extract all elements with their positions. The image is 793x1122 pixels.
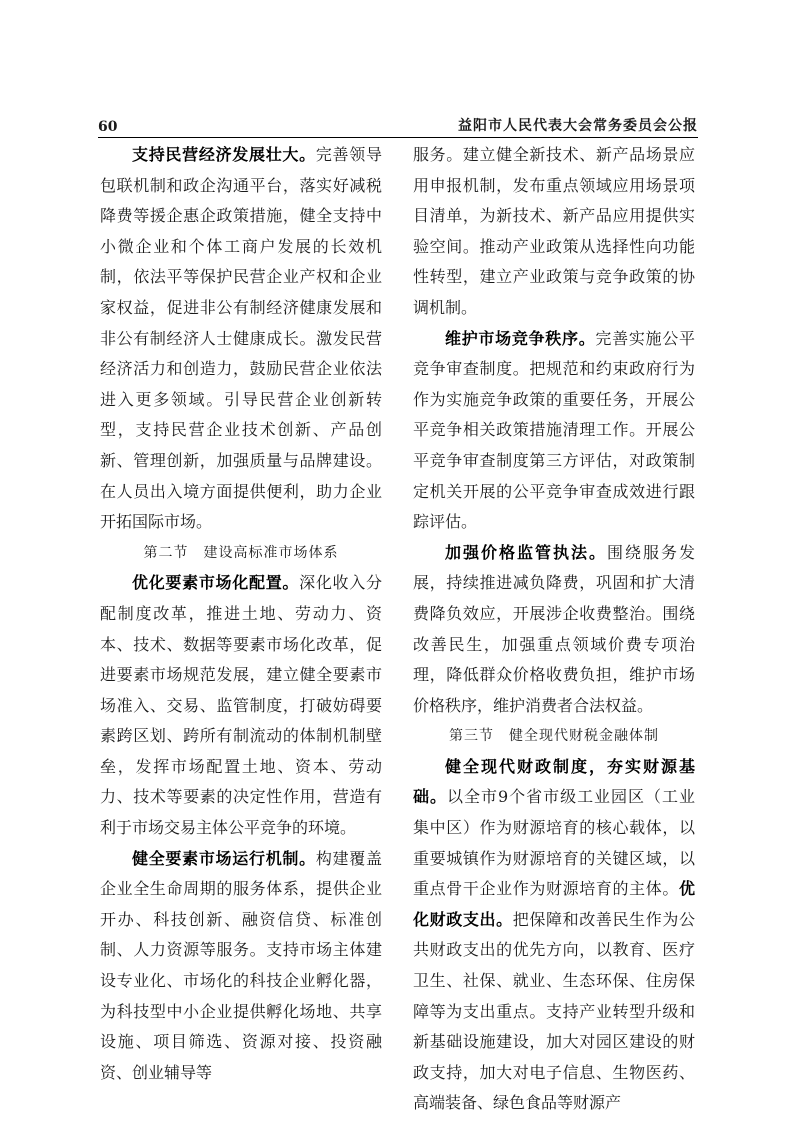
- paragraph-heading: 健全现代财政制度，夯实财源基础。: [413, 756, 695, 807]
- paragraph-heading: 健全要素市场运行机制。: [132, 848, 316, 868]
- paragraph-price-supervision: [413, 538, 695, 722]
- paragraph-subheading: 优化财政支出。: [413, 879, 695, 929]
- paragraph-continuation: [413, 140, 695, 324]
- paragraph-text: 服务。建立健全新技术、新产品场景应用申报机制，发布重点领域应用场景项目清单，为新技术、新产品应用提供实验空间。推动产业政策从选择性向功能性转型，建立产业政策与竞争政策的协调机制。: [413, 145, 695, 317]
- paragraph-private-economy: [100, 140, 382, 538]
- journal-title: 益阳市人民代表大会常务委员会公报: [458, 118, 698, 134]
- paragraph-text: 完善领导包联机制和政企沟通平台，落实好减税降费等援企惠企政策措施，健全支持中小微企业和个体工商户发展的长效机制，依法平等保护民营企业产权和企业家权益，促进非公有制经济健康发展和非公有制经济人士健康成长。激发民营经济活力和创造力，鼓励民营企业依法进入更多领域。引导民营企业创新转型，支持民营企业技术创新、产品创新、管理创新，加强质量与品牌建设。在人员出入境方面提供便利，助力企业开拓国际市场。: [100, 145, 382, 532]
- section-heading-2: 第二节 建设高标准市场体系: [143, 544, 339, 561]
- paragraph-text: 构建覆盖企业全生命周期的服务体系，提供企业开办、科技创新、融资信贷、标准创制、人力资源等服务。支持市场主体建设专业化、市场化的科技企业孵化器，为科技型中小企业提供孵化场地、共享设施、项目筛选、资源对接、投资融资、创业辅导等: [100, 848, 382, 1082]
- section-heading-3: 第三节 健全现代财税金融体制: [449, 728, 659, 745]
- page-number: 60: [98, 119, 118, 135]
- paragraph-heading: 维护市场竞争秩序。: [445, 328, 596, 348]
- left-column: [100, 140, 382, 1088]
- paragraph-heading: 优化要素市场化配置。: [132, 573, 300, 593]
- right-column: [413, 140, 695, 1119]
- paragraph-fiscal-system: [413, 752, 695, 1119]
- paragraph-factor-allocation: [100, 568, 382, 843]
- page-header: [98, 113, 698, 135]
- paragraph-factor-market-mechanism: [100, 844, 382, 1089]
- paragraph-competition-order: [413, 324, 695, 538]
- paragraph-text: 把保障和改善民生作为公共财政支出的优先方向，以教育、医疗卫生、社保、就业、生态环保、住房保障等为支出重点。支持产业转型升级和新基础设施建设，加大对园区建设的财政支持，加大对电子信息、生物医药、高端装备、绿色食品等财源产: [413, 909, 695, 1113]
- paragraph-heading: 支持民营经济发展壮大。: [132, 145, 316, 164]
- paragraph-text: 围绕服务发展，持续推进减负降费，巩固和扩大清费降负效应，开展涉企收费整治。围绕改善民生，加强重点领域价费专项治理，降低群众价格收费负担，维护市场价格秩序，维护消费者合法权益。: [413, 542, 695, 715]
- paragraph-text: 完善实施公平竞争审查制度。把规范和约束政府行为作为实施竞争政策的重要任务，开展公平竞争相关政策措施清理工作。开展公平竞争审查制度第三方评估，对政策制定机关开展的公平竞争审查成效进行跟踪评估。: [413, 328, 695, 532]
- header-rule: [98, 137, 698, 138]
- paragraph-heading: 加强价格监管执法。: [445, 542, 607, 562]
- paragraph-text: 深化收入分配制度改革，推进土地、劳动力、资本、技术、数据等要素市场化改革，促进要素市场规范发展，建立健全要素市场准入、交易、监管制度，打破妨碍要素跨区划、跨所有制流动的体制机制壁垒，发挥市场配置土地、资本、劳动力、技术等要素的决定性作用，营造有利于市场交易主体公平竞争的环境。: [100, 573, 382, 838]
- paragraph-text: 以全市9个省市级工业园区（工业集中区）作为财源培育的核心载体，以重要城镇作为财源培育的关键区域，以重点骨干企业作为财源培育的主体。: [413, 787, 695, 899]
